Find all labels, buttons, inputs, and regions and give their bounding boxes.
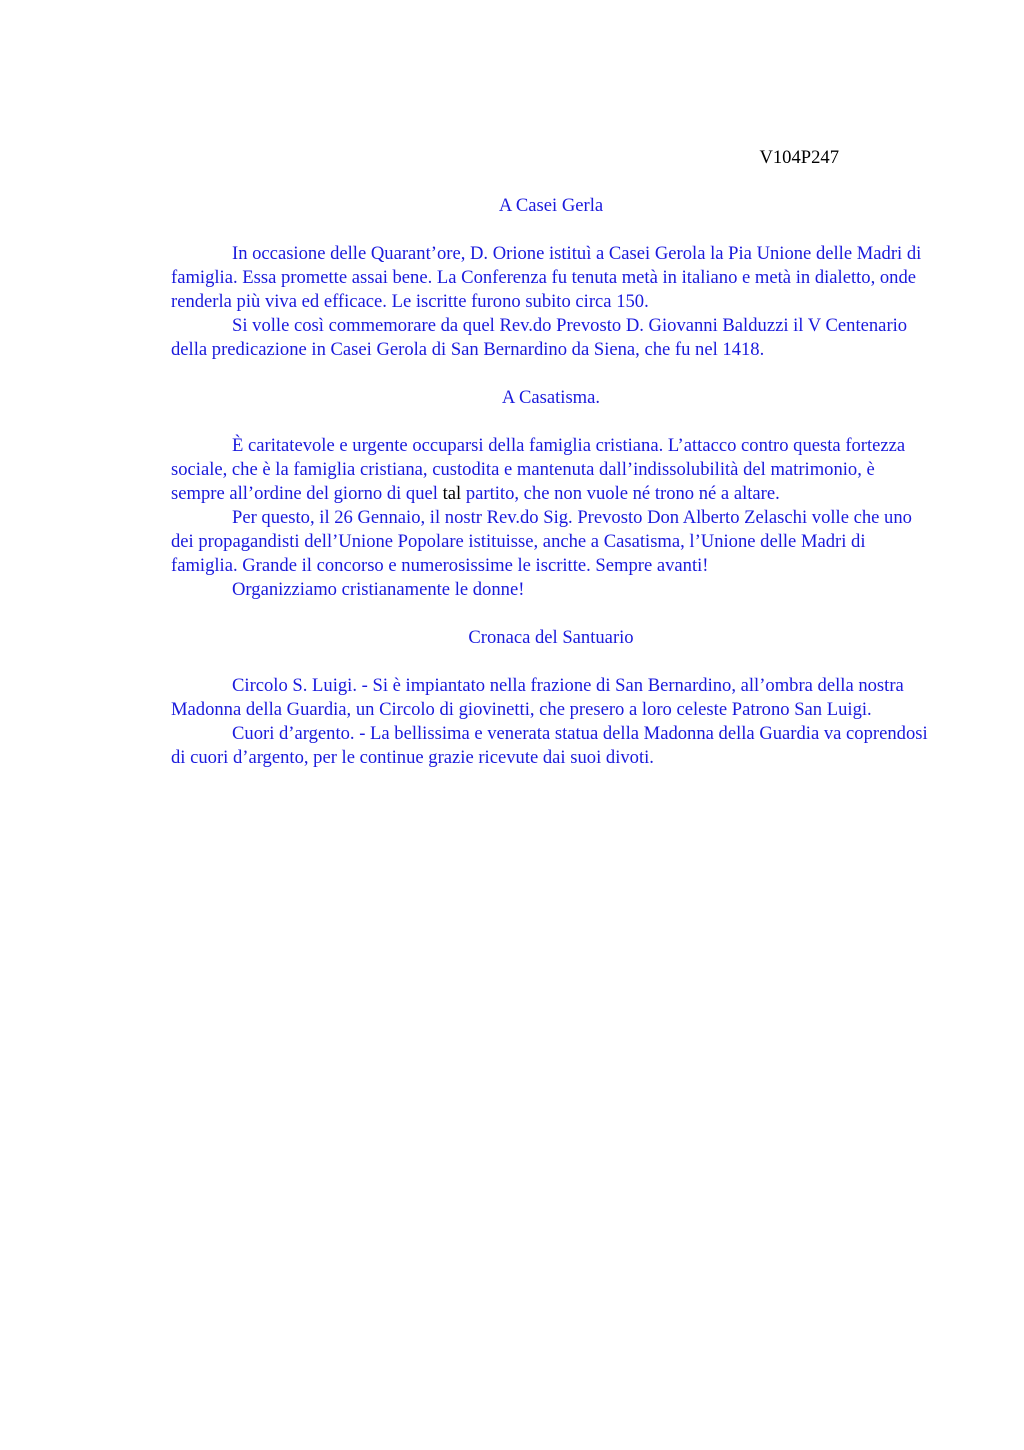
paragraph-text-highlight: tal: [442, 483, 462, 504]
paragraph-casei-2: Si volle così commemorare da quel Rev.do Prevosto D. Giovanni Balduzzi il V Centenario della predicazione in Casei Gerola di San Bernardino da Siena, che fu nel 1418.: [171, 315, 908, 360]
paragraph-casatisma-2: Per questo, il 26 Gennaio, il nostr Rev.do Sig. Prevosto Don Alberto Zelaschi volle che uno dei propagandisti dell’Unione Popolare istituisse, anche a Casatisma, l’Unione delle Madri di famiglia. Grande il concorso e numerosissime le iscritte. Sempre avanti!: [171, 507, 912, 576]
section-heading-casei: A Casei Gerla: [498, 195, 604, 216]
paragraph-santuario-2: Cuori d’argento. - La bellissima e venerata statua della Madonna della Guardia va coprendosi di cuori d’argento, per le continue grazie ricevute dai suoi divoti.: [171, 723, 928, 768]
spacer: [171, 218, 931, 242]
paragraph-text: partito, che non vuole né trono né a altare.: [461, 483, 780, 504]
spacer: [171, 650, 931, 674]
section-heading-casatisma: A Casatisma.: [501, 387, 601, 408]
section-heading-santuario: Cronaca del Santuario: [468, 627, 634, 648]
document-page: [171, 146, 931, 770]
paragraph-text: È caritatevole e urgente occuparsi della famiglia cristiana. L’attacco contro questa fortezza sociale, che è la famiglia cristiana, custodita e mantenuta dall’indissolubilità del matrimonio, è sempre all’ordine del giorno di quel: [171, 435, 906, 504]
spacer: [171, 602, 931, 626]
spacer: [171, 410, 931, 434]
page-identifier: V104P247: [759, 147, 839, 168]
paragraph-casei-1: In occasione delle Quarant’ore, D. Orione istituì a Casei Gerola la Pia Unione delle Madri di famiglia. Essa promette assai bene. La Conferenza fu tenuta metà in italiano e metà in dialetto, onde renderla più viva ed efficace. Le iscritte furono subito circa 150.: [171, 243, 922, 312]
paragraph-santuario-1: Circolo S. Luigi. - Si è impiantato nella frazione di San Bernardino, all’ombra della nostra Madonna della Guardia, un Circolo di giovinetti, che presero a loro celeste Patrono San Luigi.: [171, 675, 904, 720]
paragraph-casatisma-1: [171, 434, 931, 506]
spacer: [171, 170, 931, 194]
paragraph-casatisma-3: Organizziamo cristianamente le donne!: [232, 579, 525, 600]
spacer: [171, 362, 931, 386]
